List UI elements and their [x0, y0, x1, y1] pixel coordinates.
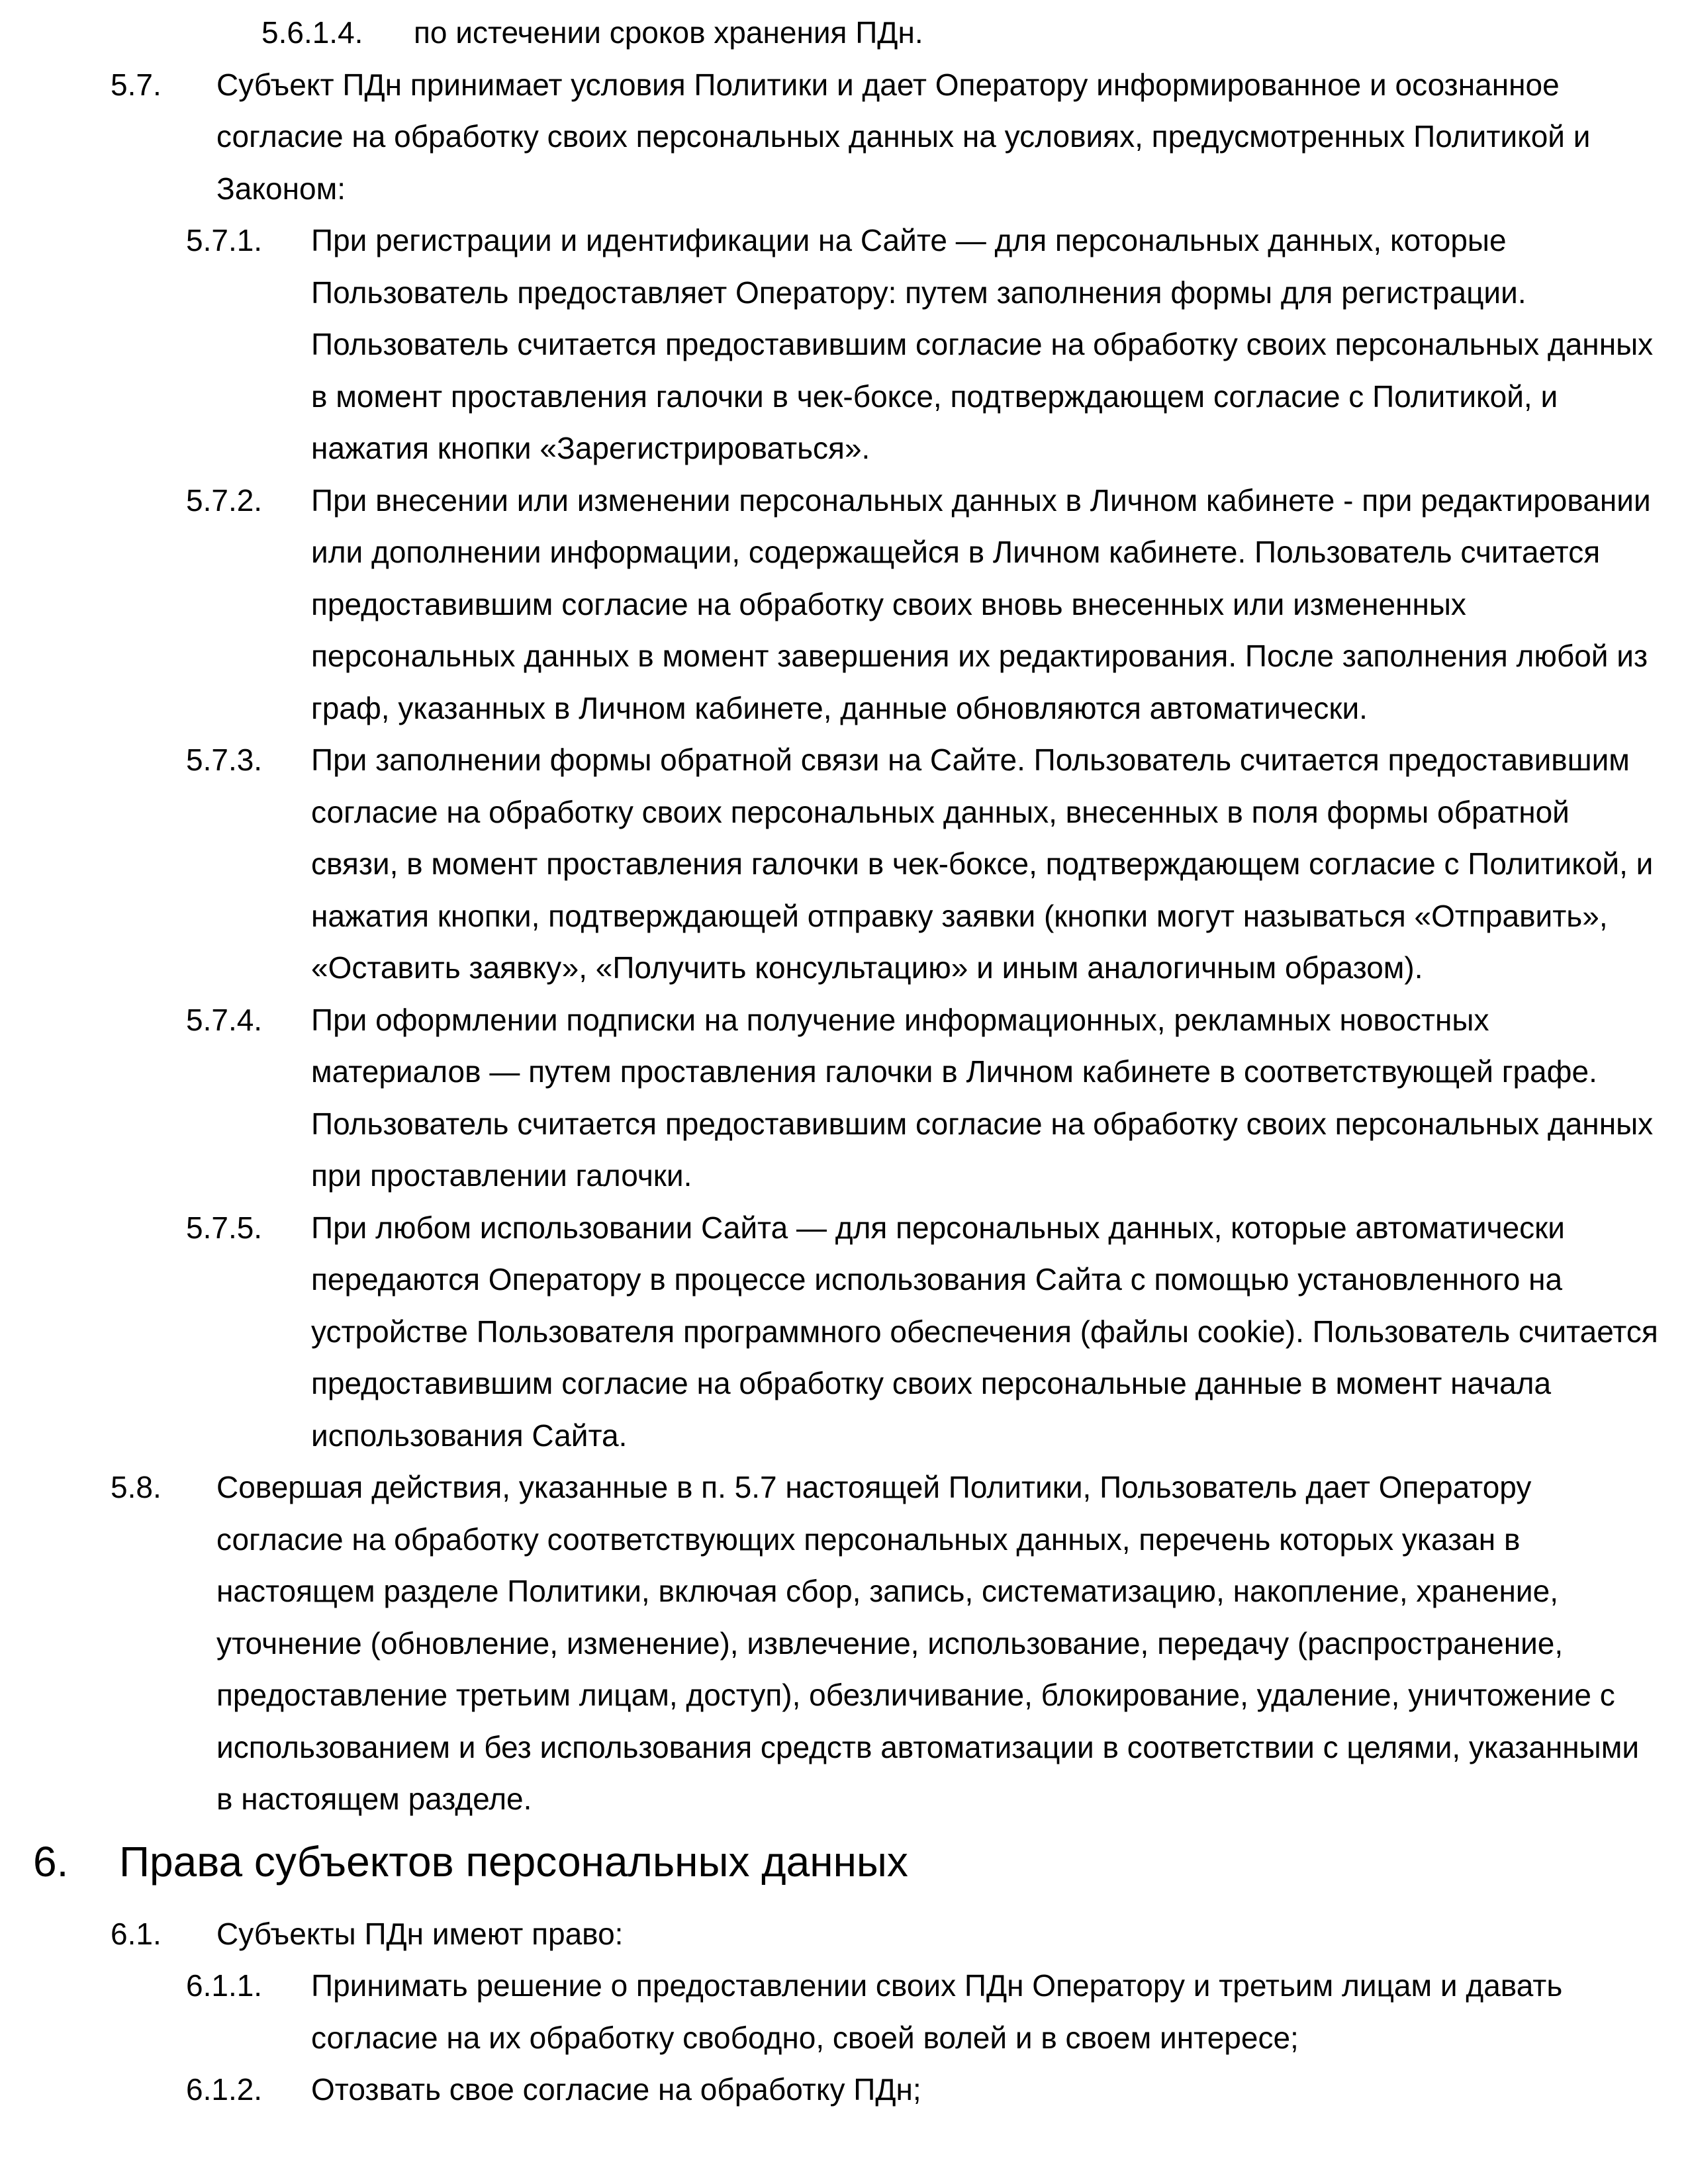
- clause-text: Субъекты ПДн имеют право:: [216, 1916, 624, 1951]
- clause-text: При внесении или изменении персональных данных в Личном кабинете - при редактировании или дополнении информации, содержащейся в Личном кабинете. Пользователь считается предоставившим согласие на обработку своих вновь внесенных или измененных персональных данных в момент завершения их редактирования. После заполнения любой из граф, указанных в Личном кабинете, данные обновляются автоматически.: [311, 482, 1651, 725]
- clause-number: 5.7.4.: [186, 1002, 263, 1037]
- clause-text: При любом использовании Сайта — для персональных данных, которые автоматически передаются Оператору в процессе использования Сайта с помощью установленного на устройстве Пользователя программного обеспечения (файлы cookie). Пользователь считается предоставившим согласие на обработку своих персональные данные в момент начала использования Сайта.: [311, 1210, 1658, 1453]
- clause-5-7-1: [0, 214, 1658, 475]
- clause-text: При регистрации и идентификации на Сайте — для персональных данных, которые Пользователь предоставляет Оператору: путем заполнения формы для регистрации. Пользователь считается предоставившим согласие на обработку своих персональных данных в момент проставления галочки в чек-боксе, подтверждающем согласие с Политикой, и нажатия кнопки «Зарегистрироваться».: [311, 223, 1654, 465]
- clause-number: 6.1.: [111, 1916, 162, 1951]
- clause-text: При заполнении формы обратной связи на Сайте. Пользователь считается предоставившим согласие на обработку своих персональных данных, внесенных в поля формы обратной связи, в момент проставления галочки в чек-боксе, подтверждающем согласие с Политикой, и нажатия кнопки, подтверждающей отправку заявки (кнопки могут называться «Отправить», «Оставить заявку», «Получить консультацию» и иным аналогичным образом).: [311, 743, 1654, 985]
- clause-5-7-4: [0, 994, 1658, 1202]
- clause-number: 5.7.1.: [186, 223, 263, 257]
- clause-text: При оформлении подписки на получение информационных, рекламных новостных материалов — путем проставления галочки в Личном кабинете в соответствующей графе. Пользователь считается предоставившим согласие на обработку своих персональных данных при проставлении галочки.: [311, 1002, 1654, 1193]
- clause-5-7-2: [0, 475, 1658, 735]
- section-heading-text: Права субъектов персональных данных: [119, 1837, 908, 1886]
- clause-number: 6.1.1.: [186, 1968, 263, 2003]
- clause-number: 5.7.5.: [186, 1210, 263, 1245]
- clause-number: 5.6.1.4.: [261, 15, 363, 50]
- clause-6-1-1: [0, 1960, 1658, 2064]
- clause-number: 5.8.: [111, 1470, 162, 1504]
- clause-text: Совершая действия, указанные в п. 5.7 настоящей Политики, Пользователь дает Оператору согласие на обработку соответствующих персональных данных, перечень которых указан в настоящем разделе Политики, включая сбор, запись, систематизацию, накопление, хранение, уточнение (обновление, изменение), извлечение, использование, передачу (распространение, предоставление третьим лицам, доступ), обезличивание, блокирование, удаление, уничтожение с использованием и без использования средств автоматизации в соответствии с целями, указанными в настоящем разделе.: [216, 1470, 1640, 1816]
- clause-5-8: [0, 1461, 1658, 1825]
- section-6-heading: [0, 1832, 1658, 1891]
- clause-text: Отозвать свое согласие на обработку ПДн;: [311, 2072, 921, 2107]
- clause-6-1: [0, 1908, 1658, 1960]
- clause-number: 6.1.2.: [186, 2072, 263, 2107]
- clause-5-7-5: [0, 1202, 1658, 1462]
- section-number: 6.: [33, 1837, 69, 1886]
- clause-number: 5.7.3.: [186, 743, 263, 777]
- clause-number: 5.7.: [111, 67, 162, 102]
- clause-number: 5.7.2.: [186, 482, 263, 518]
- clause-text: Принимать решение о предоставлении своих ПДн Оператору и третьим лицам и давать согласие на их обработку свободно, своей волей и в своем интересе;: [311, 1968, 1563, 2055]
- clause-6-1-2: [0, 2064, 1658, 2116]
- clause-text: по истечении сроков хранения ПДн.: [414, 15, 923, 50]
- clause-5-7-3: [0, 734, 1658, 994]
- clause-5-6-1-4: [0, 7, 1658, 59]
- clause-5-7: [0, 59, 1658, 215]
- clause-text: Субъект ПДн принимает условия Политики и дает Оператору информированное и осознанное согласие на обработку своих персональных данных на условиях, предусмотренных Политикой и Законом:: [216, 67, 1591, 206]
